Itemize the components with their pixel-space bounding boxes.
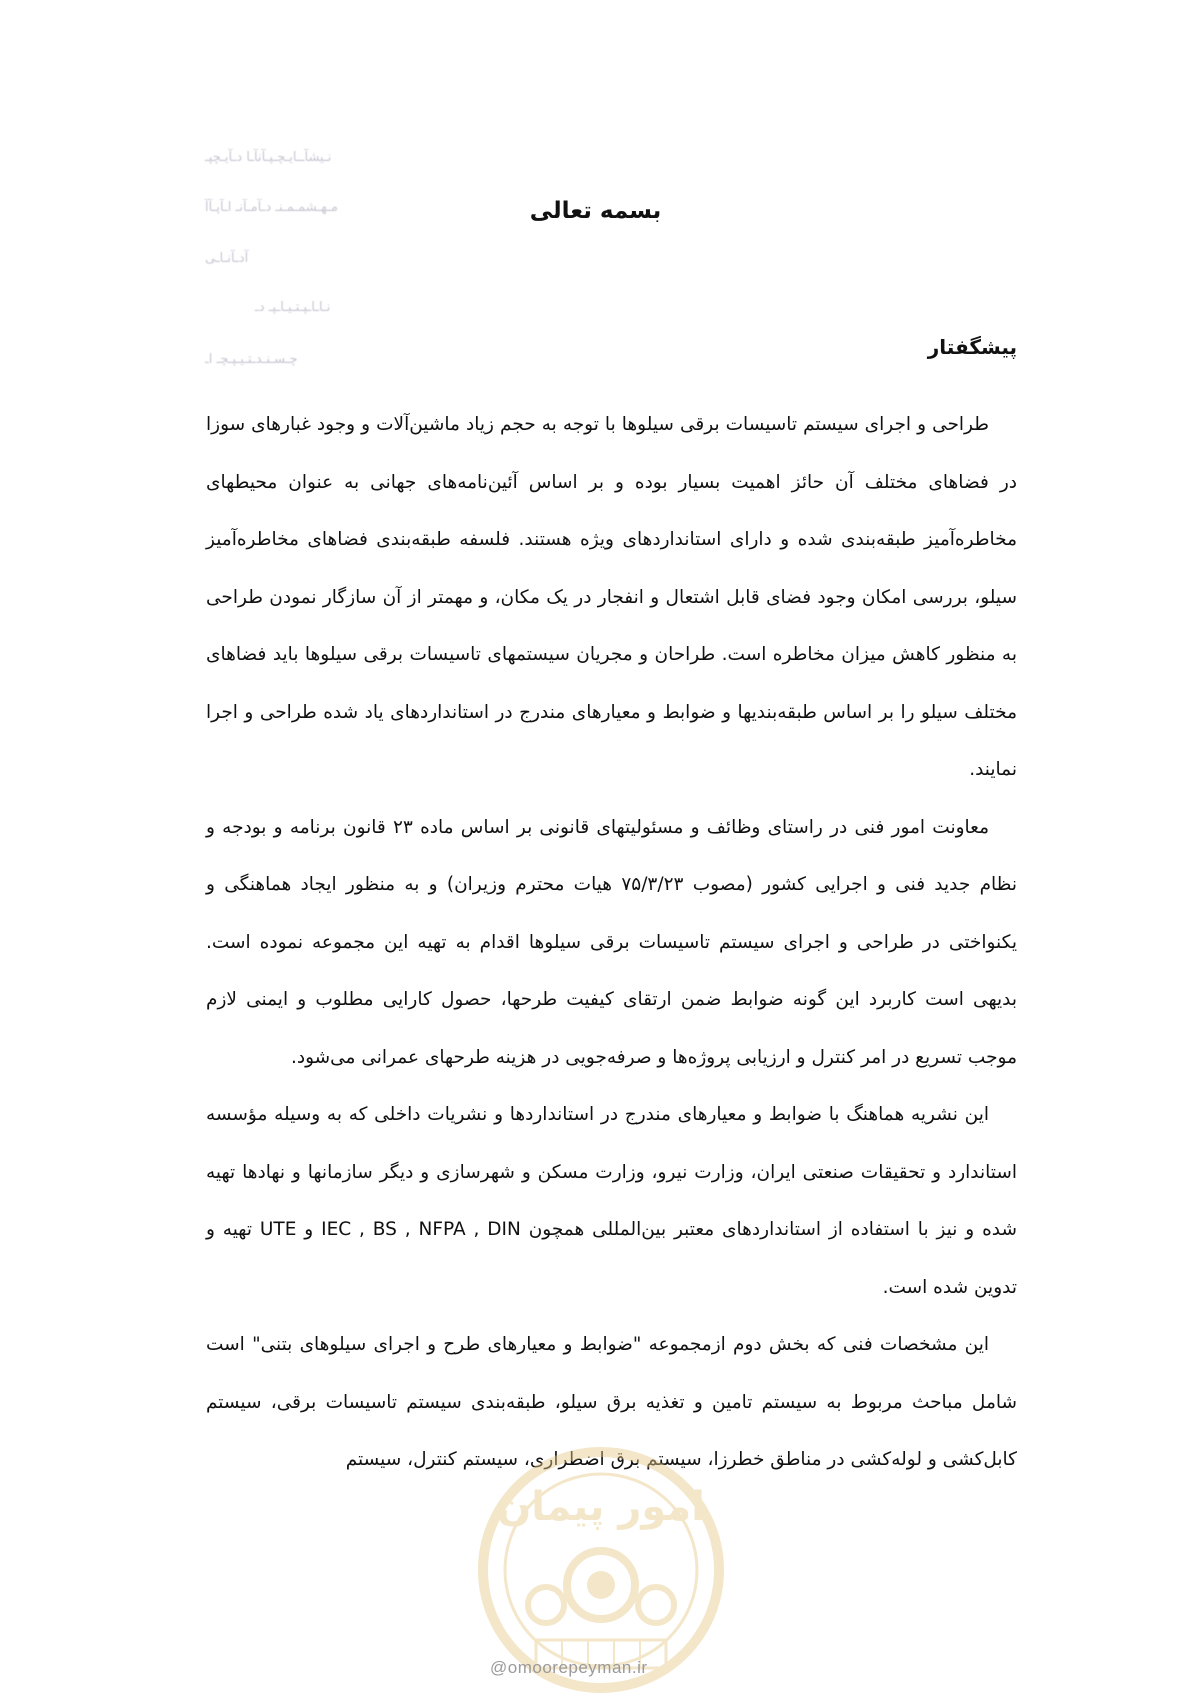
- faint-bleed-through-line: مـهـشمـمـنـ دـآمـآنـ اـآپـآآ: [205, 200, 338, 215]
- section-heading: پیشگفتار: [927, 335, 1017, 359]
- paragraph: این مشخصات فنی که بخش دوم ازمجموعه "ضوابط و معیارهای طرح و اجرای سیلوهای بتنی" است شامل مباحث مربوط به سیستم تامین و تغذیه برق سیلو، طبقه‌بندی سیستم تاسیسات برقی، سیستم کابل‌کشی و لوله‌کشی در مناطق خطرزا، سیستم برق اضطراری، سیستم کنترل، سیستم: [206, 1334, 1017, 1470]
- faint-bleed-through-line: آدـآنـاـی: [205, 251, 249, 266]
- header-title: بسمه تعالی: [529, 198, 662, 224]
- faint-bleed-through-line: چـسـنـدـتـیـپـچـ اـ: [205, 352, 298, 367]
- faint-bleed-through-line: نـاـاـپـتـیـاـپـ دـ: [255, 300, 331, 315]
- watermark-url: @omoorepeyman.ir: [490, 1658, 648, 1677]
- watermark-logo-text: امور پیمان: [497, 1484, 705, 1530]
- paragraph: معاونت امور فنی در راستای وظائف و مسئولیتهای قانونی بر اساس ماده ۲۳ قانون برنامه و بودجه و نظام جدید فنی و اجرایی کشور (مصوب ۷۵/۳/۲۳ هیات محترم وزیران) و به منظور ایجاد هماهنگی و یکنواختی در طراحی و اجرای سیستم تاسیسات برقی سیلوها اقدام به تهیه این مجموعه نموده است. بدیهی است کاربرد این گونه ضوابط ضمن ارتقای کیفیت طرحها، حصول کارایی مطلوب و ایمنی لازم موجب تسریع در امر کنترل و ارزیابی پروژه‌ها و صرفه‌جویی در هزینه طرحهای عمرانی می‌شود.: [206, 816, 1017, 1068]
- faint-bleed-through-line: نـیشآــایـچـپـآنآـا دـآیـچپـ: [205, 150, 332, 165]
- paragraph: طراحی و اجرای سیستم تاسیسات برقی سیلوها با توجه به حجم زیاد ماشین‌آلات و وجود غبارهای سوزا در فضاهای مختلف آن حائز اهمیت بسیار بوده و بر اساس آئین‌نامه‌های جهانی به عنوان محیطهای مخاطره‌آمیز طبقه‌بندی شده و دارای استانداردهای ویژه هستند. فلسفه طبقه‌بندی فضاهای مخاطره‌آمیز سیلو، بررسی امکان وجود فضای قابل اشتعال و انفجار در یک مکان، و مهمتر از آن سازگار نمودن طراحی به منظور کاهش میزان مخاطره است. طراحان و مجریان سیستمهای تاسیسات برقی سیلوها باید فضاهای مختلف سیلو را بر اساس طبقه‌بندیها و ضوابط و معیارهای مندرج در استانداردهای یاد شده طراحی و اجرا نمایند.: [206, 414, 1017, 780]
- paragraph: این نشریه هماهنگ با ضوابط و معیارهای مندرج در استانداردها و نشریات داخلی که به وسیله مؤسسه استاندارد و تحقیقات صنعتی ایران، وزارت نیرو، وزارت مسکن و شهرسازی و دیگر سازمانها و نهادها تهیه شده و نیز با استفاده از استانداردهای معتبر بین‌المللی همچون IEC , BS , NFPA , DIN و UTE تهیه و تدوین شده است.: [206, 1104, 1018, 1298]
- body-text: [206, 396, 1017, 1489]
